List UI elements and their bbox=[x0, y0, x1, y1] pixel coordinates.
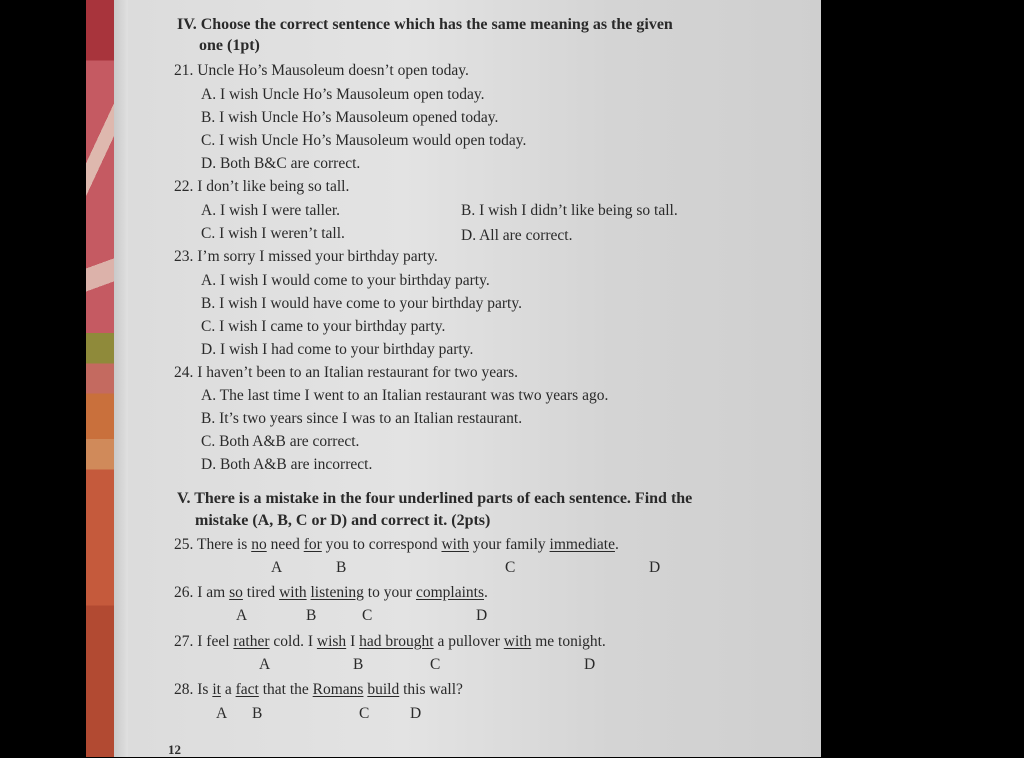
label-b: B bbox=[252, 705, 263, 722]
question-23-option-c: C. I wish I came to your birthday party. bbox=[201, 318, 446, 335]
question-22-option-a: A. I wish I were taller. bbox=[201, 202, 341, 219]
underlined-part-a: no bbox=[251, 536, 267, 553]
label-b: B bbox=[336, 559, 347, 576]
underlined-part-b: for bbox=[303, 536, 322, 553]
label-d: D bbox=[649, 559, 661, 576]
underlined-part-a: it bbox=[212, 681, 221, 698]
underlined-part-c: with bbox=[441, 536, 470, 553]
worksheet-page bbox=[128, 0, 821, 757]
question-22-option-b: B. I wish I didn’t like being so tall. bbox=[461, 202, 678, 219]
section-v-heading: V. There is a mistake in the four underlined parts of each sentence. Find the bbox=[177, 490, 693, 507]
question-23-option-d: D. I wish I had come to your birthday party. bbox=[201, 341, 474, 358]
underlined-part-b: fact bbox=[235, 681, 259, 698]
label-d: D bbox=[584, 656, 596, 673]
label-a: A bbox=[236, 607, 248, 624]
question-24-option-c: C. Both A&B are correct. bbox=[201, 433, 360, 450]
question-23-stem: 23. I’m sorry I missed your birthday party. bbox=[174, 248, 438, 265]
underlined-part-b: wish bbox=[316, 633, 347, 650]
label-b: B bbox=[353, 656, 364, 673]
label-a: A bbox=[271, 559, 283, 576]
label-d: D bbox=[476, 607, 488, 624]
label-c: C bbox=[362, 607, 373, 624]
question-22-stem: 22. I don’t like being so tall. bbox=[174, 178, 350, 195]
underlined-part-a: rather bbox=[233, 633, 270, 650]
question-24-option-d: D. Both A&B are incorrect. bbox=[201, 456, 373, 473]
error-item-27: 27. I feel rather cold. I wish I had brought a pullover with me tonight. bbox=[174, 633, 606, 650]
error-item-28: 28. Is it a fact that the Romans build this wall? bbox=[174, 681, 463, 698]
error-item-25: 25. There is no need for you to correspond with your family immediate. bbox=[174, 536, 619, 553]
question-21-option-b: B. I wish Uncle Ho’s Mausoleum opened today. bbox=[201, 109, 499, 126]
question-22-option-d: D. All are correct. bbox=[461, 227, 573, 244]
error-item-26: 26. I am so tired with listening to your complaints. bbox=[174, 584, 488, 601]
book-cover-edge bbox=[86, 0, 114, 757]
question-23-option-b: B. I wish I would have come to your birthday party. bbox=[201, 295, 522, 312]
label-a: A bbox=[259, 656, 271, 673]
label-c: C bbox=[430, 656, 441, 673]
underlined-part-d: build bbox=[367, 681, 400, 698]
page-gutter bbox=[114, 0, 128, 757]
section-v-heading-cont: mistake (A, B, C or D) and correct it. (2pts) bbox=[195, 512, 491, 529]
section-iv-heading: IV. Choose the correct sentence which has the same meaning as the given bbox=[177, 16, 673, 33]
section-iv-heading-cont: one (1pt) bbox=[199, 37, 260, 54]
underlined-part-d: complaints bbox=[415, 584, 485, 601]
page-number: 12 bbox=[168, 742, 181, 757]
underlined-part-c: had brought bbox=[359, 633, 434, 650]
underlined-part-c: listening bbox=[310, 584, 364, 601]
underlined-part-b: with bbox=[279, 584, 307, 601]
question-21-option-a: A. I wish Uncle Ho’s Mausoleum open today. bbox=[201, 86, 485, 103]
question-21-option-d: D. Both B&C are correct. bbox=[201, 155, 361, 172]
label-d: D bbox=[410, 705, 422, 722]
underlined-part-d: with bbox=[503, 633, 532, 650]
label-a: A bbox=[216, 705, 228, 722]
question-24-option-a: A. The last time I went to an Italian restaurant was two years ago. bbox=[201, 387, 609, 404]
question-24-stem: 24. I haven’t been to an Italian restaurant for two years. bbox=[174, 364, 519, 381]
underlined-part-c: Romans bbox=[312, 681, 364, 698]
question-23-option-a: A. I wish I would come to your birthday party. bbox=[201, 272, 490, 289]
label-c: C bbox=[505, 559, 516, 576]
question-21-stem: 21. Uncle Ho’s Mausoleum doesn’t open today. bbox=[174, 62, 469, 79]
question-22-option-c: C. I wish I weren’t tall. bbox=[201, 225, 345, 242]
label-b: B bbox=[306, 607, 317, 624]
label-c: C bbox=[359, 705, 370, 722]
underlined-part-a: so bbox=[229, 584, 243, 601]
question-21-option-c: C. I wish Uncle Ho’s Mausoleum would open today. bbox=[201, 132, 527, 149]
underlined-part-d: immediate bbox=[549, 536, 615, 553]
question-24-option-b: B. It’s two years since I was to an Italian restaurant. bbox=[201, 410, 523, 427]
